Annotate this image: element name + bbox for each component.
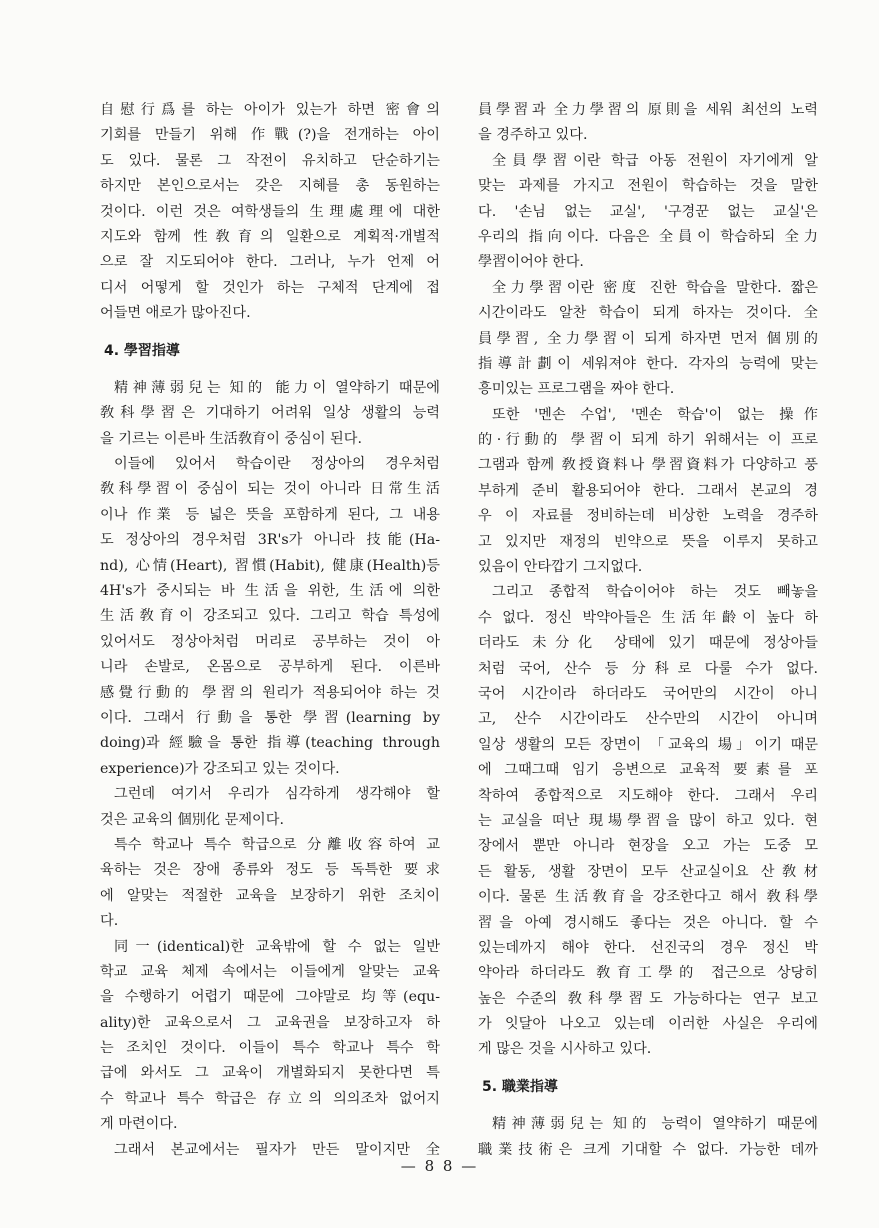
text-line: 을 경주하고 있다. [478,127,588,144]
text-line: 장에서 뿐만 아니라 현장을 오고 가는 도중 모 [478,838,818,855]
text-line: 自慰行爲를 하는 아이가 있는가 하면 密會의 [100,102,440,118]
text-line: 흥미있는 프로그램을 짜야 한다. [478,381,675,398]
text-line: 고 있지만 재정의 빈약으로 뜻을 이루지 못하고 [478,533,818,550]
text-line: 이다. 물론 生活敎育을 강조한다고 해서 敎科學 [478,889,818,906]
text-line: 그램과 함께 敎授資料나 學習資料가 다양하고 풍 [478,457,818,474]
text-line: 는 조치인 것이다. 이들이 특수 학교나 특수 학 [100,1040,440,1057]
text-line: 게 마련이다. [100,1116,178,1133]
section-heading-5: 5. 職業指導 [482,1078,558,1095]
left-column [100,98,440,1163]
text-line: 우리의 指向이다. 다음은 全員이 학습하되 全力 [478,228,818,245]
text-line: 員學習과 全力學習의 原則을 세워 최선의 노력 [478,102,818,118]
paragraph [478,149,818,276]
text-line: 指導計劃이 세워져야 한다. 각자의 능력에 맞는 [478,355,818,372]
text-line: 職業技術은 크게 기대할 수 없다. 가능한 데까 [478,1141,818,1158]
text-line: 敎科學習이 중심이 되는 것이 아니라 日常生活 [100,481,440,498]
text-line: 으로 잘 지도되어야 한다. 그러나, 누가 언제 어 [100,254,440,271]
text-line: 일상 생활의 모든 장면이 「교육의 場」이기 때문 [478,736,818,753]
text-line: 시간이라도 알찬 학습이 되게 하자는 것이다. 全 [478,305,818,322]
text-line: 육하는 것은 장애 종류와 정도 등 독특한 要求 [100,862,440,879]
text-line: 도 있다. 물론 그 작전이 유치하고 단순하기는 [100,152,440,169]
text-line: 약아라 하더라도 敎育工學的 접근으로 상당히 [478,965,818,982]
text-line: 국어 시간이라 하더라도 국어만의 시간이 아니 [478,685,818,702]
text-line: 게 많은 것을 시사하고 있다. [478,1041,652,1058]
paragraph [478,1112,818,1163]
text-line: 더라도 未分化 상태에 있기 때문에 정상아들 [478,635,818,652]
text-line: 이다. 그래서 行動을 통한 學習(learning by [100,709,440,726]
text-line: 感覺行動的 學習의 원리가 적용되어야 하는 것 [100,684,440,701]
text-line: 맞는 과제를 가지고 전원이 학습하는 것을 말한 [478,178,818,195]
right-column [478,98,818,1163]
section-heading-4: 4. 學習指導 [104,342,180,359]
text-line: 이나 作業 등 넓은 뜻을 포함하게 된다, 그 내용 [100,506,440,523]
text-line: 이들에 있어서 학습이란 정상아의 경우처럼 [114,456,440,473]
text-line: 을 수행하기 어렵기 때문에 그야말로 均等(equ- [100,989,440,1006]
text-line: 니라 손발로, 온몸으로 공부하게 된다. 이른바 [100,659,440,676]
paragraph [100,376,440,452]
text-line: 학교 교육 체제 속에서는 이들에게 알맞는 교육 [100,963,440,980]
text-line: 수 없다. 정신 박약아들은 生活年齡이 높다 하 [478,609,818,626]
text-line: 특수 학교나 특수 학급으로 分離收容하여 교 [114,836,440,853]
text-line: 든 활동, 생활 장면이 모두 산교실이요 산敎材 [478,863,818,880]
text-line: 지도와 함께 性敎育의 일환으로 계획적·개별적 [100,228,440,245]
text-line: 디서 어떻게 할 것인가 하는 구체적 단계에 접 [100,279,440,296]
text-line: 精神薄弱兒는 知的 能力이 열약하기 때문에 [114,379,440,396]
text-line: 4H's가 중시되는 바 生活을 위한, 生活에 의한 [100,583,440,600]
text-line: 우 이 자료를 정비하는데 비상한 노력을 경주하 [478,508,818,525]
text-line: 하지만 본인으로서는 갖은 지혜를 총 동원하는 [100,178,440,195]
paragraph [100,782,440,833]
text-line: 을 기르는 이른바 生活敎育이 중심이 된다. [100,430,362,447]
text-line: 員學習, 全力學習이 되게 하자면 먼저 個別的 [478,330,818,347]
text-line: 처럼 국어, 산수 등 分科로 다룰 수가 없다. [478,660,818,677]
text-line: 習을 아예 경시해도 좋다는 것은 아니다. 할 수 [478,914,818,931]
text-line: 全員學習이란 학급 아동 전원이 자기에게 알 [492,152,818,169]
paragraph [100,452,440,782]
text-line: 있음이 안타깝기 그지없다. [478,559,643,576]
text-line: 또한 '멘손 수업', '멘손 학습'이 없는 操作 [492,406,818,423]
text-line: 精神薄弱兒는 知的 능력이 열약하기 때문에 [492,1116,818,1133]
text-line: 에 알맞는 적절한 교육을 보장하기 위한 조치이 [100,887,440,904]
text-line: 있는데까지 해야 한다. 선진국의 경우 정신 박 [478,939,818,956]
paragraph [100,935,440,1138]
text-line: 的·行動的 學習이 되게 하기 위해서는 이 프로 [478,432,818,449]
paragraph [478,580,818,1062]
text-line: 것은 교육의 個別化 문제이다. [100,811,284,828]
text-line: 生活敎育이 강조되고 있다. 그리고 학습 특성에 [100,608,440,625]
text-line: 그리고 종합적 학습이어야 하는 것도 빼놓을 [492,584,818,601]
text-line: 는 교실을 떠난 現場學習을 많이 하고 있다. 현 [478,812,818,829]
text-line: 가 잇달아 나오고 있는데 이러한 사실은 우리에 [478,1016,818,1033]
text-line: 다. '손님 없는 교실', '구경꾼 없는 교실'은 [478,203,818,220]
paragraph [100,833,440,935]
text-line: 全力學習이란 密度 진한 학습을 말한다. 짧은 [492,279,818,296]
text-line: 다. [100,913,119,930]
text-line: doing)과 經驗을 통한 指導(teaching through [100,735,440,752]
paragraph [478,98,818,149]
text-line: 에 그때그때 임기 응변으로 교육적 要素를 포 [478,762,818,779]
text-line: 學習이어야 한다. [478,254,584,271]
text-line: 높은 수준의 敎科學習도 가능하다는 연구 보고 [478,990,818,1007]
text-line: 그래서 본교에서는 필자가 만든 말이지만 全 [114,1141,440,1158]
text-line: ality)한 교육으로서 그 교육권을 보장하고자 하 [100,1014,440,1031]
text-line: 도 정상아의 경우처럼 3R's가 아니라 技能(Ha- [100,532,440,549]
text-line: 급에 와서도 그 교육이 개별화되지 못한다면 특 [100,1065,440,1082]
paragraph [478,276,818,403]
text-line: 同一(identical)한 교육밖에 할 수 없는 일반 [114,938,440,955]
text-line: 敎科學習은 기대하기 어려워 일상 생활의 능력 [100,405,440,422]
paragraph [478,403,818,581]
text-line: 고, 산수 시간이라도 산수만의 시간이 아니며 [478,711,818,728]
text-line: experience)가 강조되고 있는 것이다. [100,760,340,777]
page-number: — 8 8 — [400,1157,479,1175]
text-line: 수 학교나 특수 학급은 存立의 의의조차 없어지 [100,1090,440,1107]
text-line: 기회를 만들기 위해 作戰(?)을 전개하는 아이 [100,127,440,144]
text-line: 어들면 애로가 많아진다. [100,305,251,322]
text-line: nd), 心情(Heart), 習慣(Habit), 健康(Health)등 [100,557,440,574]
text-line: 부하게 준비 활용되어야 한다. 그래서 본교의 경 [478,482,818,499]
text-line: 착하여 종합적으로 지도해야 한다. 그래서 우리 [478,787,818,804]
text-line: 것이다. 이런 것은 여학생들의 生理處理에 대한 [100,203,440,220]
paragraph [100,98,440,327]
text-line: 있어서도 정상아처럼 머리로 공부하는 것이 아 [100,633,440,650]
text-line: 그런데 여기서 우리가 심각하게 생각해야 할 [114,786,440,803]
